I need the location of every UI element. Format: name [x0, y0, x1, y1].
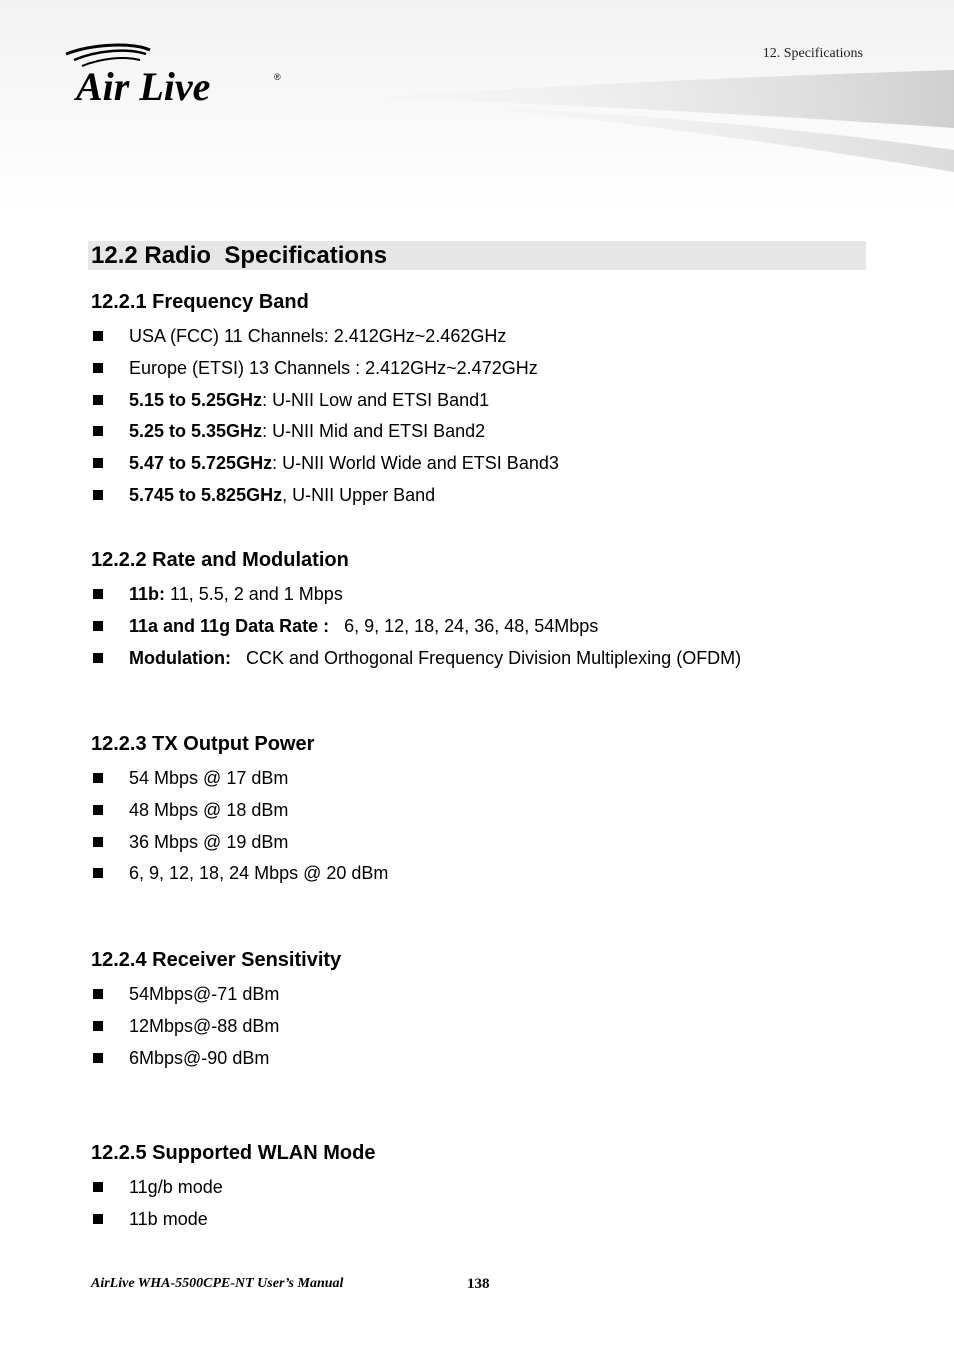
list-item: 12Mbps@-88 dBm [91, 1015, 279, 1047]
square-bullet-icon [93, 1182, 103, 1192]
square-bullet-icon [93, 805, 103, 815]
list-item: 6Mbps@-90 dBm [91, 1047, 279, 1079]
list-item: 54 Mbps @ 17 dBm [91, 767, 388, 799]
list-item: 54Mbps@-71 dBm [91, 983, 279, 1015]
section-title: 12.2 Radio Specifications [91, 242, 388, 269]
running-head: 12. Specifications [762, 46, 863, 61]
footer-page-number: 138 [467, 1276, 490, 1292]
subsection-title-rate-modulation: 12.2.2 Rate and Modulation [91, 549, 349, 571]
subsection-title-tx-output-power: 12.2.3 TX Output Power [91, 733, 315, 755]
subsection-title-receiver-sensitivity: 12.2.4 Receiver Sensitivity [91, 949, 342, 971]
square-bullet-icon [93, 426, 103, 436]
list-item: 5.47 to 5.725GHz: U-NII World Wide and ETSI Band3 [91, 452, 559, 484]
list-item: Modulation: CCK and Orthogonal Frequency Division Multiplexing (OFDM) [91, 647, 741, 679]
list-item: 5.15 to 5.25GHz: U-NII Low and ETSI Band1 [91, 389, 559, 421]
tx-output-power-list [91, 767, 388, 894]
square-bullet-icon [93, 363, 103, 373]
list-item: USA (FCC) 11 Channels: 2.412GHz~2.462GHz [91, 325, 559, 357]
square-bullet-icon [93, 1053, 103, 1063]
square-bullet-icon [93, 331, 103, 341]
list-item: 6, 9, 12, 18, 24 Mbps @ 20 dBm [91, 862, 388, 894]
list-item: 5.25 to 5.35GHz: U-NII Mid and ETSI Band2 [91, 420, 559, 452]
square-bullet-icon [93, 1021, 103, 1031]
square-bullet-icon [93, 395, 103, 405]
list-item: Europe (ETSI) 13 Channels : 2.412GHz~2.472GHz [91, 357, 559, 389]
square-bullet-icon [93, 1214, 103, 1224]
list-item: 11g/b mode [91, 1176, 223, 1208]
airlive-logo [62, 40, 292, 110]
list-item: 11b: 11, 5.5, 2 and 1 Mbps [91, 583, 741, 615]
rate-modulation-list [91, 583, 741, 678]
square-bullet-icon [93, 621, 103, 631]
square-bullet-icon [93, 653, 103, 663]
square-bullet-icon [93, 589, 103, 599]
frequency-band-list [91, 325, 559, 516]
subsection-title-frequency-band: 12.2.1 Frequency Band [91, 291, 309, 313]
square-bullet-icon [93, 773, 103, 783]
logo-swoosh-icon [62, 40, 292, 110]
subsection-title-supported-wlan-mode: 12.2.5 Supported WLAN Mode [91, 1142, 376, 1164]
square-bullet-icon [93, 868, 103, 878]
square-bullet-icon [93, 989, 103, 999]
receiver-sensitivity-list [91, 983, 279, 1078]
square-bullet-icon [93, 837, 103, 847]
list-item: 11b mode [91, 1208, 223, 1240]
list-item: 36 Mbps @ 19 dBm [91, 831, 388, 863]
square-bullet-icon [93, 490, 103, 500]
list-item: 11a and 11g Data Rate : 6, 9, 12, 18, 24, 36, 48, 54Mbps [91, 615, 741, 647]
list-item: 5.745 to 5.825GHz, U-NII Upper Band [91, 484, 559, 516]
supported-wlan-mode-list [91, 1176, 223, 1240]
square-bullet-icon [93, 458, 103, 468]
svg-text:®: ® [274, 72, 281, 82]
list-item: 48 Mbps @ 18 dBm [91, 799, 388, 831]
svg-text:Air Live: Air Live [76, 64, 211, 109]
footer-manual-title: AirLive WHA-5500CPE-NT User’s Manual [91, 1276, 344, 1291]
section-heading-bar [88, 241, 866, 270]
